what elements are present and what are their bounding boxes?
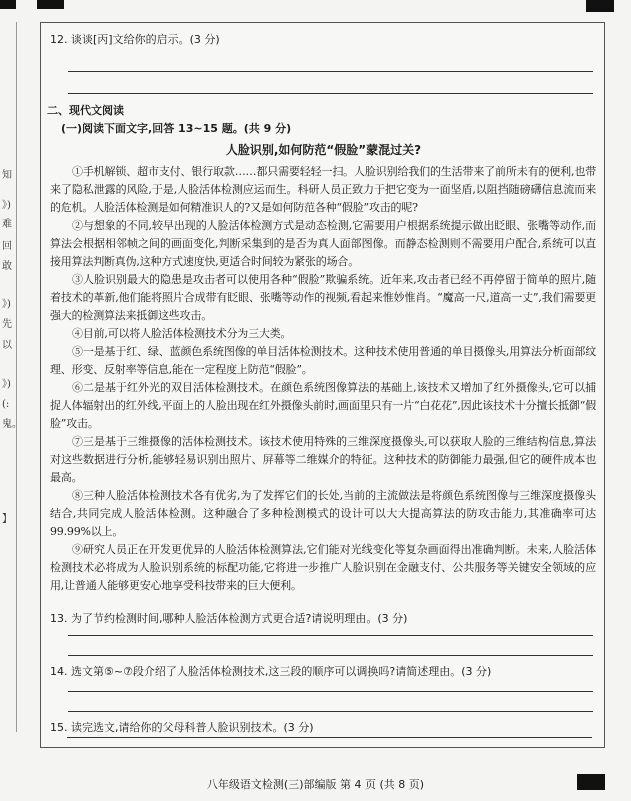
exam-page-frame <box>40 22 605 748</box>
registration-mark <box>37 0 64 9</box>
article-paragraph: ③人脸识别最大的隐患是攻击者可以使用各种“假脸”欺骗系统。近年来,攻击者已经不再停留于简单的照片,随着技术的革新,他们能将照片合成带有眨眼、张嘴等动作的视频,看起来惟妙惟肖。“魔高一尺,道高一丈”,我们需要更强大的检测算法来抵御这些攻击。 <box>50 273 596 322</box>
margin-fragment: 难 <box>2 219 12 230</box>
margin-fragment: 》) <box>2 299 11 310</box>
answer-line-q14[interactable] <box>68 691 593 692</box>
article-paragraph: ②与想象的不同,较早出现的人脸活体检测方式是动态检测,它需要用户根据系统提示做出眨眼、张嘴等动作,而算法会根据相邻帧之间的画面变化,判断采集到的是否为真人面部图像。而静态检测则不需要用户配合,系统可以直接用算法判断真伪,这种方式速度快,更适合时间较为紧张的场合。 <box>50 219 596 268</box>
question-13: 13. 为了节约检测时间,哪种人脸活体检测方式更合适?请说明理由。(3 分) <box>50 612 408 625</box>
article-paragraph: ⑧三种人脸活体检测技术各有优劣,为了发挥它们的长处,当前的主流做法是将颜色系统图像与三维深度摄像头结合,共同完成人脸活体检测。这种融合了多种检测模式的设计可以大大提高算法的防攻击能力,其准确率可达 99.99%以上。 <box>50 489 596 538</box>
article-paragraph: ④目前,可以将人脸活体检测技术分为三大类。 <box>72 327 292 340</box>
answer-line-q12[interactable] <box>68 93 593 94</box>
answer-line-q13[interactable] <box>68 655 593 656</box>
answer-line-q15[interactable] <box>67 737 592 738</box>
margin-fragment: 》) <box>2 200 11 211</box>
margin-fragment: (: <box>2 399 10 410</box>
answer-line-q13[interactable] <box>68 635 593 636</box>
registration-mark <box>586 0 614 12</box>
margin-fragment: 先 <box>2 319 12 330</box>
article-paragraph: ⑨研究人员正在开发更优异的人脸活体检测算法,它们能对光线变化等复杂画面得出准确判断。未来,人脸活体检测技术必将成为人脸识别系统的标配功能,它将进一步推广人脸识别在金融支付、公共服务等关键安全领域的应用,让普通人能够更安心地享受科技带来的巨大便利。 <box>50 543 596 592</box>
margin-fragment: 敢 <box>2 261 12 272</box>
margin-fragment: 鬼。 <box>2 419 22 430</box>
question-15: 15. 读完选文,请给你的父母科普人脸识别技术。(3 分) <box>50 721 314 734</box>
article-body <box>50 163 596 595</box>
article-title: 人脸识别,如何防范“假脸”蒙混过关? <box>225 143 422 157</box>
answer-line-q12[interactable] <box>68 71 593 72</box>
margin-fragment: 回 <box>2 241 12 252</box>
answer-line-q14[interactable] <box>68 711 593 712</box>
page-footer: 八年级语文检测(三)部编版 第 4 页 (共 8 页) <box>206 778 425 791</box>
article-paragraph: ⑤一是基于红、绿、蓝颜色系统图像的单目活体检测技术。这种技术使用普通的单目摄像头,用算法分析面部纹理、形变、反射率等信息,能在一定程度上防范“假脸”。 <box>50 345 596 376</box>
question-14: 14. 选文第⑤~⑦段介绍了人脸活体检测技术,这三段的顺序可以调换吗?请简述理由。(3 分) <box>50 665 492 678</box>
adjacent-page-strip <box>0 22 22 732</box>
margin-fragment: 以 <box>2 340 12 351</box>
margin-fragment: 】 <box>2 514 12 525</box>
article-paragraph: ⑦三是基于三维摄像的活体检测技术。该技术使用特殊的三维深度摄像头,可以获取人脸的三维结构信息,算法对这些数据进行分析,能够轻易识别出照片、屏幕等二维媒介的特征。这种技术的防御能力最强,但它的硬件成本也最高。 <box>50 435 596 484</box>
section-instruction: (一)阅读下面文字,回答 13~15 题。(共 9 分) <box>61 122 292 135</box>
article-paragraph: ⑥二是基于红外光的双目活体检测技术。在颜色系统图像算法的基础上,该技术又增加了红外摄像头,它可以捕捉人体辐射出的红外线,平面上的人脸出现在红外摄像头前时,画面里只有一片“白花花”,因此该技术十分擅长抵御“假脸”攻击。 <box>50 381 596 430</box>
question-12: 12. 谈谈[丙]文给你的启示。(3 分) <box>50 33 220 46</box>
article-paragraph: ①手机解锁、超市支付、银行取款……都只需要轻轻一扫。人脸识别给我们的生活带来了前所未有的便利,也带来了隐私泄露的风险,于是,人脸活体检测应运而生。科研人员正致力于把它变为一面坚盾,以阻挡随磅礴信息流而来的危机。人脸活体检测是如何精准识人的?又是如何防范各种“假脸”攻击的呢? <box>50 165 596 214</box>
registration-mark <box>0 0 16 9</box>
margin-fragment: 》) <box>2 379 11 390</box>
margin-fragment: 知 <box>2 170 12 181</box>
section-heading: 二、现代文阅读 <box>47 104 124 117</box>
